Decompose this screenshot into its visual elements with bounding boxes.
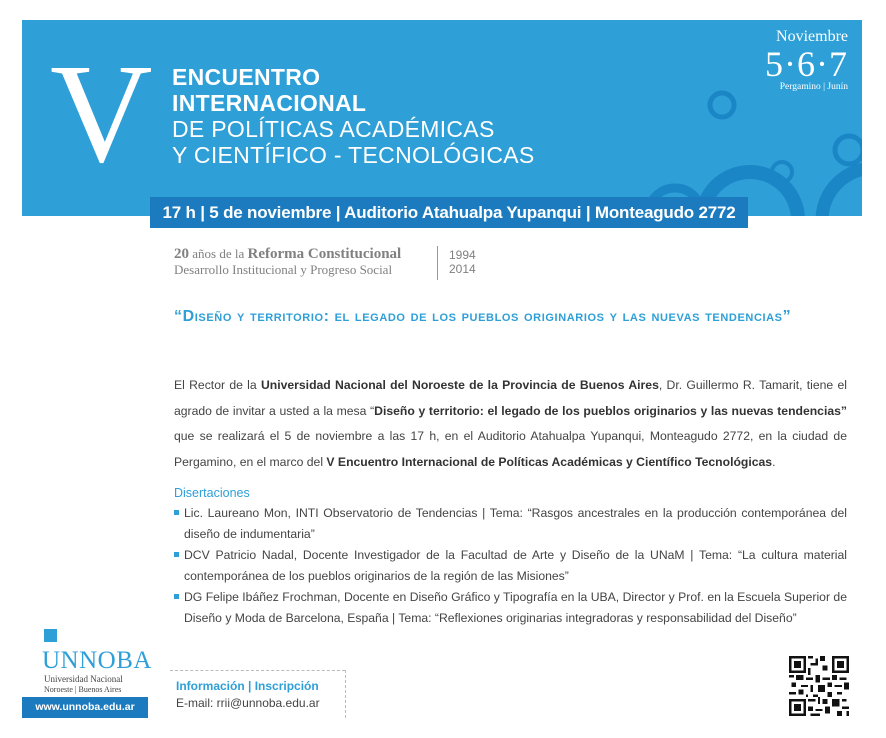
event-title (172, 64, 535, 168)
talk-title: “Diseño y territorio: el legado de los pueblos originarios y las nuevas tendencias” (174, 308, 792, 325)
unnoba-logo: UNNOBA (42, 647, 152, 674)
contact-divider-right (345, 670, 346, 718)
list-item: DG Felipe Ibáñez Frochman, Docente en Diseño Gráfico y Tipografía en la UBA, Director y Prof. en la Escuela Superior de Diseño y Moda de Barcelona, España | Tema: “Reflexiones originarias integradoras y responsabilidad del Diseño” (174, 587, 847, 629)
list-item: DCV Patricio Nadal, Docente Investigador de la Facultad de Arte y Diseño de la UNaM | Tema: “La cultura material contemporánea de los pueblos originarios de la región de las Misiones” (174, 545, 847, 587)
qr-code-icon (789, 656, 849, 716)
dates-places: Pergamino | Junín (779, 82, 848, 92)
reform-line-2: Desarrollo Institucional y Progreso Social (174, 262, 393, 277)
roman-numeral: V (50, 34, 153, 192)
contact-divider-top (170, 670, 345, 671)
title-line-2: INTERNACIONAL (172, 90, 367, 116)
dates-days: 5·6·7 (765, 44, 848, 84)
event-dates (765, 28, 848, 92)
list-item: Lic. Laureano Mon, INTI Observatorio de Tendencias | Tema: “Rasgos ancestrales en la producción contemporánea del diseño de indumentaria” (174, 503, 847, 545)
event-ribbon: 17 h | 5 de noviembre | Auditorio Atahualpa Yupanqui | Monteagudo 2772 (150, 197, 748, 228)
dissertations-list (174, 503, 847, 629)
invitation-paragraph: El Rector de la Universidad Nacional del Noroeste de la Provincia de Buenos Aires, Dr. Guillermo R. Tamarit, tiene el agrado de invitar a usted a la mesa “Diseño y territorio: el legado de los pueblos originarios y las nuevas tendencias” que se realizará el 5 de noviembre a las 17 h, en el Auditorio Atahualpa Yupanqui, Monteagudo 2772, en la ciudad de Pergamino, en el marco del V Encuentro Internacional de Políticas Académicas y Científico Tecnológicas. (174, 378, 847, 469)
circle-4 (822, 168, 862, 216)
circle-1 (710, 93, 734, 117)
title-line-3: DE POLÍTICAS ACADÉMICAS (172, 116, 495, 142)
logo-subtitle-1: Universidad Nacional (44, 674, 123, 684)
year-start: 1994 (449, 248, 476, 262)
website-link[interactable]: www.unnoba.edu.ar (22, 697, 148, 718)
logo-square-icon (44, 629, 57, 642)
bullet-icon (174, 594, 179, 599)
bullet-icon (174, 510, 179, 515)
reform-years (449, 248, 476, 276)
contact-email[interactable]: E-mail: rrii@unnoba.edu.ar (176, 696, 320, 710)
reform-anniversary (174, 246, 401, 278)
circle-6 (835, 136, 862, 164)
logo-subtitle-2: Noroeste | Buenos Aires (44, 685, 122, 694)
reform-divider (437, 246, 438, 280)
reform-line-1: 20 años de la Reforma Constitucional (174, 246, 402, 262)
title-line-1: ENCUENTRO (172, 64, 321, 90)
dates-month: Noviembre (776, 28, 848, 45)
title-line-4: Y CIENTÍFICO - TECNOLÓGICAS (172, 142, 535, 168)
dissertations-heading: Disertaciones (174, 486, 250, 500)
contact-heading: Información | Inscripción (176, 679, 319, 693)
bullet-icon (174, 552, 179, 557)
year-end: 2014 (449, 262, 476, 276)
header-banner (22, 20, 862, 216)
